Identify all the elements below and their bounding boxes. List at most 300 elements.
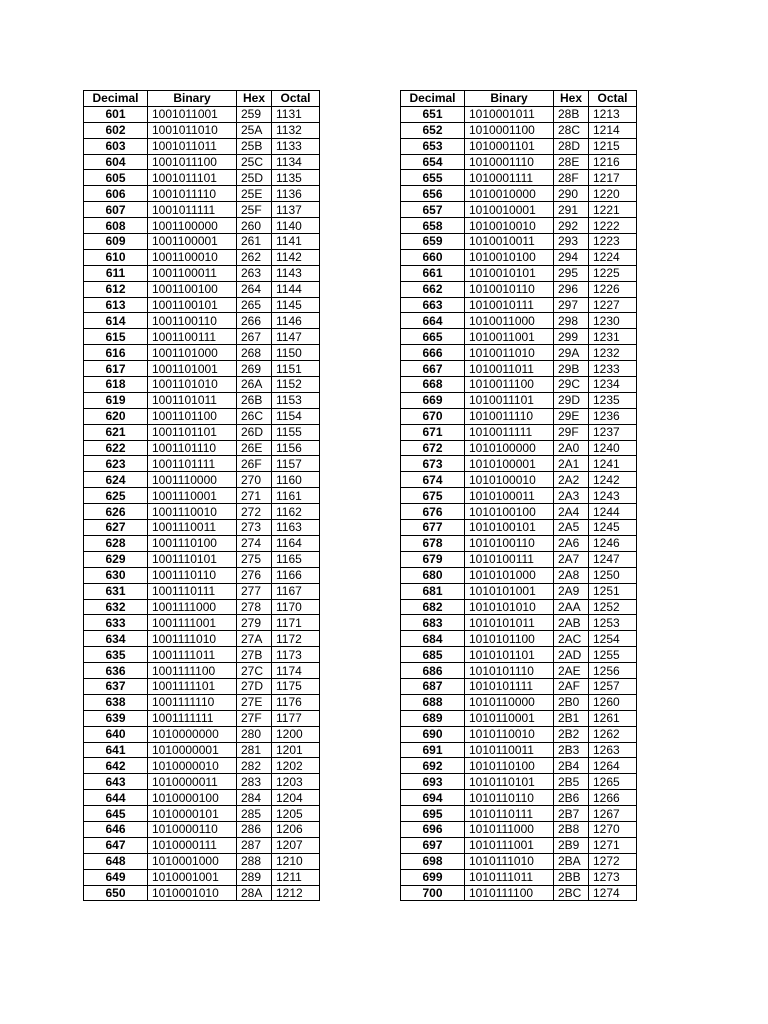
decimal-cell: 666 bbox=[401, 345, 465, 361]
decimal-cell: 629 bbox=[84, 551, 148, 567]
binary-cell: 1001110001 bbox=[148, 488, 237, 504]
binary-cell: 1010000001 bbox=[148, 742, 237, 758]
octal-cell: 1265 bbox=[589, 774, 637, 790]
binary-header: Binary bbox=[465, 91, 554, 107]
binary-cell: 1001011010 bbox=[148, 122, 237, 138]
octal-cell: 1242 bbox=[589, 472, 637, 488]
binary-cell: 1010011110 bbox=[465, 408, 554, 424]
binary-cell: 1001111110 bbox=[148, 694, 237, 710]
octal-cell: 1243 bbox=[589, 488, 637, 504]
hex-cell: 298 bbox=[554, 313, 589, 329]
hex-cell: 265 bbox=[237, 297, 272, 313]
table-row bbox=[84, 297, 320, 313]
table-row bbox=[401, 631, 637, 647]
binary-cell: 1010100111 bbox=[465, 551, 554, 567]
binary-cell: 1010111010 bbox=[465, 853, 554, 869]
hex-cell: 27E bbox=[237, 694, 272, 710]
hex-cell: 27B bbox=[237, 647, 272, 663]
decimal-cell: 667 bbox=[401, 361, 465, 377]
table-row bbox=[84, 138, 320, 154]
binary-cell: 1001100110 bbox=[148, 313, 237, 329]
hex-cell: 26F bbox=[237, 456, 272, 472]
table-row bbox=[84, 170, 320, 186]
hex-cell: 2A2 bbox=[554, 472, 589, 488]
octal-cell: 1153 bbox=[272, 392, 320, 408]
octal-cell: 1236 bbox=[589, 408, 637, 424]
octal-cell: 1216 bbox=[589, 154, 637, 170]
decimal-cell: 615 bbox=[84, 329, 148, 345]
hex-cell: 2AF bbox=[554, 678, 589, 694]
octal-cell: 1272 bbox=[589, 853, 637, 869]
octal-cell: 1226 bbox=[589, 281, 637, 297]
octal-cell: 1141 bbox=[272, 234, 320, 250]
decimal-cell: 693 bbox=[401, 774, 465, 790]
table-row bbox=[401, 488, 637, 504]
octal-cell: 1154 bbox=[272, 408, 320, 424]
octal-cell: 1145 bbox=[272, 297, 320, 313]
hex-cell: 290 bbox=[554, 186, 589, 202]
decimal-cell: 644 bbox=[84, 790, 148, 806]
table-row bbox=[401, 663, 637, 679]
decimal-cell: 698 bbox=[401, 853, 465, 869]
octal-cell: 1270 bbox=[589, 821, 637, 837]
decimal-cell: 690 bbox=[401, 726, 465, 742]
decimal-cell: 673 bbox=[401, 456, 465, 472]
table-row bbox=[401, 313, 637, 329]
decimal-cell: 679 bbox=[401, 551, 465, 567]
hex-cell: 283 bbox=[237, 774, 272, 790]
binary-cell: 1001111111 bbox=[148, 710, 237, 726]
binary-cell: 1001110011 bbox=[148, 520, 237, 536]
hex-cell: 2A7 bbox=[554, 551, 589, 567]
decimal-cell: 641 bbox=[84, 742, 148, 758]
decimal-cell: 620 bbox=[84, 408, 148, 424]
binary-cell: 1010110100 bbox=[465, 758, 554, 774]
decimal-cell: 639 bbox=[84, 710, 148, 726]
table-row bbox=[401, 821, 637, 837]
octal-cell: 1233 bbox=[589, 361, 637, 377]
hex-cell: 264 bbox=[237, 281, 272, 297]
octal-cell: 1161 bbox=[272, 488, 320, 504]
octal-cell: 1274 bbox=[589, 885, 637, 901]
octal-cell: 1175 bbox=[272, 678, 320, 694]
decimal-cell: 676 bbox=[401, 504, 465, 520]
binary-cell: 1001111000 bbox=[148, 599, 237, 615]
binary-cell: 1001110100 bbox=[148, 535, 237, 551]
octal-cell: 1132 bbox=[272, 122, 320, 138]
octal-cell: 1177 bbox=[272, 710, 320, 726]
table-row bbox=[84, 313, 320, 329]
octal-cell: 1134 bbox=[272, 154, 320, 170]
table-row bbox=[401, 424, 637, 440]
decimal-cell: 601 bbox=[84, 106, 148, 122]
hex-cell: 281 bbox=[237, 742, 272, 758]
binary-cell: 1001100001 bbox=[148, 234, 237, 250]
octal-cell: 1257 bbox=[589, 678, 637, 694]
binary-cell: 1010100001 bbox=[465, 456, 554, 472]
table-row bbox=[84, 472, 320, 488]
table-row bbox=[84, 631, 320, 647]
octal-cell: 1235 bbox=[589, 392, 637, 408]
table-row bbox=[84, 869, 320, 885]
table-row bbox=[84, 202, 320, 218]
table-row bbox=[401, 440, 637, 456]
table-row bbox=[84, 520, 320, 536]
decimal-cell: 606 bbox=[84, 186, 148, 202]
decimal-cell: 638 bbox=[84, 694, 148, 710]
octal-cell: 1263 bbox=[589, 742, 637, 758]
binary-cell: 1001111011 bbox=[148, 647, 237, 663]
binary-cell: 1001110110 bbox=[148, 567, 237, 583]
table-row bbox=[401, 249, 637, 265]
table-row bbox=[84, 345, 320, 361]
hex-cell: 2B4 bbox=[554, 758, 589, 774]
hex-cell: 28A bbox=[237, 885, 272, 901]
hex-cell: 27F bbox=[237, 710, 272, 726]
hex-cell: 273 bbox=[237, 520, 272, 536]
table-row bbox=[401, 647, 637, 663]
hex-cell: 2B0 bbox=[554, 694, 589, 710]
octal-cell: 1267 bbox=[589, 806, 637, 822]
header-row bbox=[401, 91, 637, 107]
octal-cell: 1231 bbox=[589, 329, 637, 345]
binary-cell: 1010111100 bbox=[465, 885, 554, 901]
binary-cell: 1010100101 bbox=[465, 520, 554, 536]
decimal-cell: 669 bbox=[401, 392, 465, 408]
table-row bbox=[84, 790, 320, 806]
table-row bbox=[401, 583, 637, 599]
octal-cell: 1217 bbox=[589, 170, 637, 186]
octal-cell: 1166 bbox=[272, 567, 320, 583]
table-row bbox=[84, 281, 320, 297]
table-row bbox=[401, 456, 637, 472]
table-row bbox=[401, 122, 637, 138]
octal-cell: 1204 bbox=[272, 790, 320, 806]
binary-cell: 1001100011 bbox=[148, 265, 237, 281]
decimal-cell: 675 bbox=[401, 488, 465, 504]
hex-cell: 297 bbox=[554, 297, 589, 313]
hex-cell: 26B bbox=[237, 392, 272, 408]
table-row bbox=[84, 440, 320, 456]
table-row bbox=[84, 234, 320, 250]
decimal-cell: 619 bbox=[84, 392, 148, 408]
table-row bbox=[401, 392, 637, 408]
binary-cell: 1010000011 bbox=[148, 774, 237, 790]
table-row bbox=[401, 869, 637, 885]
octal-cell: 1162 bbox=[272, 504, 320, 520]
octal-cell: 1135 bbox=[272, 170, 320, 186]
decimal-cell: 674 bbox=[401, 472, 465, 488]
octal-cell: 1142 bbox=[272, 249, 320, 265]
decimal-cell: 691 bbox=[401, 742, 465, 758]
binary-cell: 1010101101 bbox=[465, 647, 554, 663]
table-body bbox=[401, 106, 637, 901]
binary-cell: 1010111000 bbox=[465, 821, 554, 837]
binary-cell: 1010010001 bbox=[465, 202, 554, 218]
binary-cell: 1010110111 bbox=[465, 806, 554, 822]
hex-cell: 267 bbox=[237, 329, 272, 345]
table-row bbox=[401, 504, 637, 520]
octal-cell: 1264 bbox=[589, 758, 637, 774]
octal-cell: 1171 bbox=[272, 615, 320, 631]
table-row bbox=[401, 265, 637, 281]
binary-cell: 1010011010 bbox=[465, 345, 554, 361]
decimal-cell: 621 bbox=[84, 424, 148, 440]
hex-cell: 2AC bbox=[554, 631, 589, 647]
binary-cell: 1001100101 bbox=[148, 297, 237, 313]
binary-cell: 1010000010 bbox=[148, 758, 237, 774]
decimal-cell: 684 bbox=[401, 631, 465, 647]
table-row bbox=[401, 790, 637, 806]
hex-cell: 2A9 bbox=[554, 583, 589, 599]
octal-cell: 1205 bbox=[272, 806, 320, 822]
binary-cell: 1010011011 bbox=[465, 361, 554, 377]
octal-cell: 1261 bbox=[589, 710, 637, 726]
binary-cell: 1001100000 bbox=[148, 218, 237, 234]
decimal-cell: 634 bbox=[84, 631, 148, 647]
table-row bbox=[401, 281, 637, 297]
hex-cell: 2B7 bbox=[554, 806, 589, 822]
hex-cell: 2B5 bbox=[554, 774, 589, 790]
table-row bbox=[84, 806, 320, 822]
table-row bbox=[401, 186, 637, 202]
hex-cell: 269 bbox=[237, 361, 272, 377]
octal-cell: 1212 bbox=[272, 885, 320, 901]
hex-cell: 293 bbox=[554, 234, 589, 250]
binary-cell: 1001011100 bbox=[148, 154, 237, 170]
decimal-cell: 602 bbox=[84, 122, 148, 138]
octal-cell: 1256 bbox=[589, 663, 637, 679]
decimal-cell: 658 bbox=[401, 218, 465, 234]
table-row bbox=[84, 599, 320, 615]
binary-cell: 1001101010 bbox=[148, 377, 237, 393]
table-row bbox=[401, 170, 637, 186]
octal-cell: 1164 bbox=[272, 535, 320, 551]
table-row bbox=[401, 551, 637, 567]
table-row bbox=[401, 345, 637, 361]
hex-cell: 27D bbox=[237, 678, 272, 694]
hex-cell: 2BA bbox=[554, 853, 589, 869]
conversion-table-right bbox=[400, 90, 637, 901]
octal-cell: 1140 bbox=[272, 218, 320, 234]
binary-cell: 1010110001 bbox=[465, 710, 554, 726]
binary-cell: 1010010101 bbox=[465, 265, 554, 281]
decimal-cell: 664 bbox=[401, 313, 465, 329]
table-row bbox=[84, 535, 320, 551]
octal-cell: 1240 bbox=[589, 440, 637, 456]
table-row bbox=[84, 837, 320, 853]
decimal-cell: 700 bbox=[401, 885, 465, 901]
octal-header: Octal bbox=[272, 91, 320, 107]
decimal-cell: 643 bbox=[84, 774, 148, 790]
hex-cell: 296 bbox=[554, 281, 589, 297]
hex-cell: 29A bbox=[554, 345, 589, 361]
hex-cell: 29D bbox=[554, 392, 589, 408]
decimal-cell: 662 bbox=[401, 281, 465, 297]
decimal-cell: 604 bbox=[84, 154, 148, 170]
binary-cell: 1010110110 bbox=[465, 790, 554, 806]
octal-cell: 1250 bbox=[589, 567, 637, 583]
table-row bbox=[401, 408, 637, 424]
table-row bbox=[84, 265, 320, 281]
binary-cell: 1010100110 bbox=[465, 535, 554, 551]
decimal-cell: 617 bbox=[84, 361, 148, 377]
decimal-cell: 609 bbox=[84, 234, 148, 250]
binary-cell: 1010001100 bbox=[465, 122, 554, 138]
binary-cell: 1010101001 bbox=[465, 583, 554, 599]
decimal-cell: 696 bbox=[401, 821, 465, 837]
table-row bbox=[401, 726, 637, 742]
decimal-cell: 659 bbox=[401, 234, 465, 250]
binary-cell: 1010011000 bbox=[465, 313, 554, 329]
table-row bbox=[401, 774, 637, 790]
table-row bbox=[84, 408, 320, 424]
table-row bbox=[401, 535, 637, 551]
hex-cell: 292 bbox=[554, 218, 589, 234]
octal-cell: 1241 bbox=[589, 456, 637, 472]
octal-cell: 1262 bbox=[589, 726, 637, 742]
binary-cell: 1001101000 bbox=[148, 345, 237, 361]
octal-cell: 1206 bbox=[272, 821, 320, 837]
decimal-cell: 636 bbox=[84, 663, 148, 679]
table-row bbox=[401, 361, 637, 377]
octal-cell: 1237 bbox=[589, 424, 637, 440]
octal-cell: 1137 bbox=[272, 202, 320, 218]
hex-cell: 271 bbox=[237, 488, 272, 504]
binary-cell: 1001100100 bbox=[148, 281, 237, 297]
hex-cell: 299 bbox=[554, 329, 589, 345]
table-row bbox=[84, 726, 320, 742]
hex-cell: 2A6 bbox=[554, 535, 589, 551]
hex-cell: 291 bbox=[554, 202, 589, 218]
hex-cell: 26E bbox=[237, 440, 272, 456]
hex-cell: 25E bbox=[237, 186, 272, 202]
hex-cell: 280 bbox=[237, 726, 272, 742]
binary-cell: 1010001001 bbox=[148, 869, 237, 885]
hex-cell: 29B bbox=[554, 361, 589, 377]
table-row bbox=[84, 392, 320, 408]
octal-cell: 1222 bbox=[589, 218, 637, 234]
binary-cell: 1001011111 bbox=[148, 202, 237, 218]
octal-cell: 1155 bbox=[272, 424, 320, 440]
octal-cell: 1202 bbox=[272, 758, 320, 774]
decimal-cell: 678 bbox=[401, 535, 465, 551]
octal-cell: 1200 bbox=[272, 726, 320, 742]
hex-cell: 29F bbox=[554, 424, 589, 440]
hex-header: Hex bbox=[237, 91, 272, 107]
table-row bbox=[401, 106, 637, 122]
decimal-cell: 613 bbox=[84, 297, 148, 313]
octal-cell: 1133 bbox=[272, 138, 320, 154]
hex-header: Hex bbox=[554, 91, 589, 107]
binary-cell: 1001101101 bbox=[148, 424, 237, 440]
octal-cell: 1165 bbox=[272, 551, 320, 567]
decimal-cell: 635 bbox=[84, 647, 148, 663]
binary-cell: 1010111001 bbox=[465, 837, 554, 853]
binary-cell: 1010010010 bbox=[465, 218, 554, 234]
decimal-cell: 699 bbox=[401, 869, 465, 885]
binary-cell: 1001011011 bbox=[148, 138, 237, 154]
octal-cell: 1207 bbox=[272, 837, 320, 853]
table-row bbox=[84, 742, 320, 758]
binary-cell: 1010000110 bbox=[148, 821, 237, 837]
hex-cell: 2B2 bbox=[554, 726, 589, 742]
octal-cell: 1253 bbox=[589, 615, 637, 631]
hex-cell: 2AE bbox=[554, 663, 589, 679]
decimal-cell: 637 bbox=[84, 678, 148, 694]
binary-cell: 1001101100 bbox=[148, 408, 237, 424]
decimal-cell: 614 bbox=[84, 313, 148, 329]
hex-cell: 272 bbox=[237, 504, 272, 520]
octal-cell: 1160 bbox=[272, 472, 320, 488]
hex-cell: 26C bbox=[237, 408, 272, 424]
table-row bbox=[84, 122, 320, 138]
table-row bbox=[84, 249, 320, 265]
binary-cell: 1010110000 bbox=[465, 694, 554, 710]
table-row bbox=[401, 837, 637, 853]
hex-cell: 2A0 bbox=[554, 440, 589, 456]
decimal-cell: 605 bbox=[84, 170, 148, 186]
decimal-cell: 697 bbox=[401, 837, 465, 853]
binary-cell: 1010100010 bbox=[465, 472, 554, 488]
table-row bbox=[84, 218, 320, 234]
table-row bbox=[84, 694, 320, 710]
octal-cell: 1260 bbox=[589, 694, 637, 710]
hex-cell: 2B8 bbox=[554, 821, 589, 837]
decimal-cell: 630 bbox=[84, 567, 148, 583]
table-row bbox=[84, 504, 320, 520]
decimal-cell: 649 bbox=[84, 869, 148, 885]
decimal-cell: 680 bbox=[401, 567, 465, 583]
decimal-cell: 652 bbox=[401, 122, 465, 138]
octal-cell: 1163 bbox=[272, 520, 320, 536]
decimal-cell: 694 bbox=[401, 790, 465, 806]
binary-cell: 1010111011 bbox=[465, 869, 554, 885]
octal-cell: 1232 bbox=[589, 345, 637, 361]
octal-cell: 1151 bbox=[272, 361, 320, 377]
octal-cell: 1201 bbox=[272, 742, 320, 758]
table-row bbox=[401, 202, 637, 218]
table-row bbox=[84, 853, 320, 869]
hex-cell: 279 bbox=[237, 615, 272, 631]
binary-cell: 1001011110 bbox=[148, 186, 237, 202]
decimal-cell: 623 bbox=[84, 456, 148, 472]
hex-cell: 2BB bbox=[554, 869, 589, 885]
binary-cell: 1001111001 bbox=[148, 615, 237, 631]
binary-cell: 1010010011 bbox=[465, 234, 554, 250]
hex-cell: 27C bbox=[237, 663, 272, 679]
octal-cell: 1254 bbox=[589, 631, 637, 647]
binary-cell: 1001011001 bbox=[148, 106, 237, 122]
binary-cell: 1010001110 bbox=[465, 154, 554, 170]
octal-cell: 1172 bbox=[272, 631, 320, 647]
table-row bbox=[401, 138, 637, 154]
hex-cell: 25B bbox=[237, 138, 272, 154]
table-row bbox=[84, 456, 320, 472]
octal-cell: 1271 bbox=[589, 837, 637, 853]
decimal-cell: 668 bbox=[401, 377, 465, 393]
octal-cell: 1174 bbox=[272, 663, 320, 679]
decimal-cell: 608 bbox=[84, 218, 148, 234]
table-row bbox=[84, 758, 320, 774]
binary-cell: 1010000111 bbox=[148, 837, 237, 853]
hex-cell: 276 bbox=[237, 567, 272, 583]
decimal-cell: 622 bbox=[84, 440, 148, 456]
binary-cell: 1010011111 bbox=[465, 424, 554, 440]
decimal-cell: 625 bbox=[84, 488, 148, 504]
octal-cell: 1214 bbox=[589, 122, 637, 138]
hex-cell: 2B1 bbox=[554, 710, 589, 726]
